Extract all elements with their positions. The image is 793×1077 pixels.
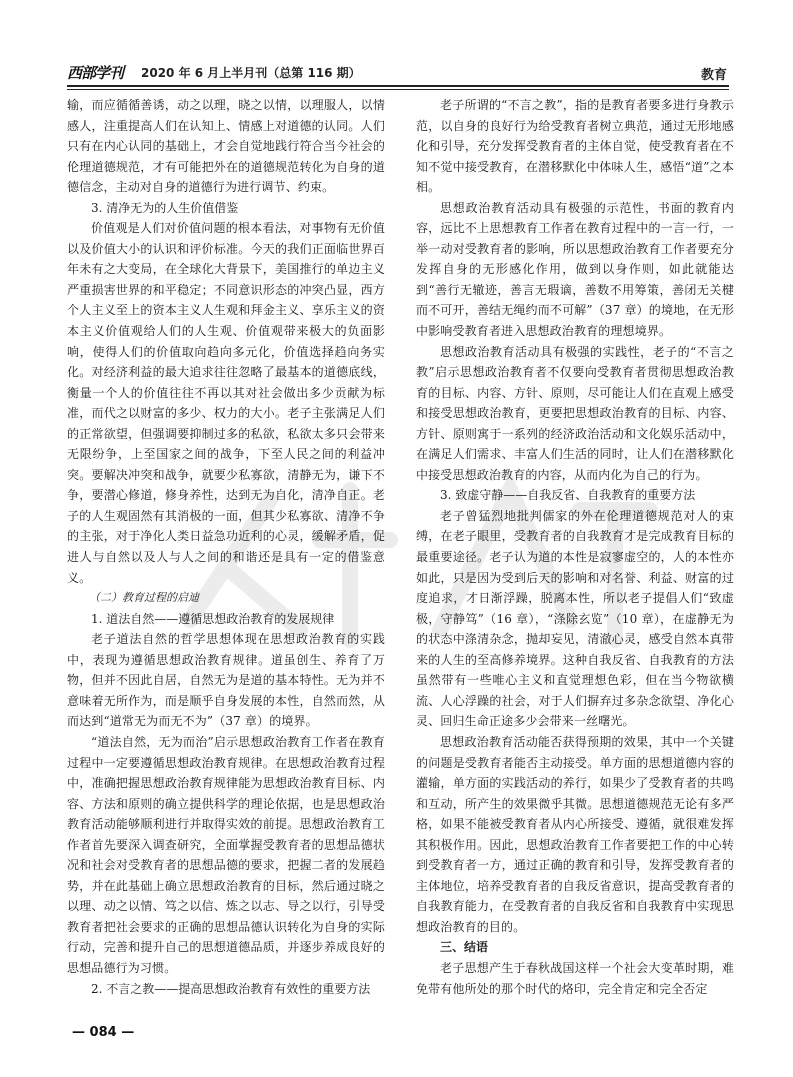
section-heading: 三、结语	[440, 940, 489, 955]
subheading: 3. 致虚守静——自我反省、自我教育的重要方法	[440, 488, 696, 503]
journal-logo: 西部学刊	[67, 64, 124, 82]
body-paragraph: 老子曾猛烈地批判儒家的外在伦理道德规范对人的束缚，在老子眼里，受教育者的自我教育才是完成教育目标的最重要途径。老子认为道的本性是寂寥虚空的，人的本性亦如此，只是因为受到后天的影响和对名誉、利益、财富的过度追求，才日渐浮躁，脱离本性，所以老子提倡人们“致虚极，守静笃”（16 章），“涤除玄览”（10 章），在虚静无为的状态中涤清杂念，抛却妄见，清澈心灵，感受自然本真带来的人生的至高修养境界。这种自我反省、自我教育的方法虽然带有一些唯心主义和直觉理想色彩，但在当今物欲横流、人心浮躁的社会，对于人们摒弃过多杂念欲望、净化心灵、回归生命正途多少会带来一丝曙光。	[416, 508, 734, 729]
page-header	[67, 60, 729, 84]
body-paragraph: 老子思想产生于春秋战国这样一个社会大变革时期，难免带有他所处的那个时代的烙印，完全肯定和完全否定	[416, 960, 734, 996]
body-paragraph: 老子所谓的“不言之教”，指的是教育者要多进行身教示范，以自身的良好行为给受教育者树立典范，通过无形地感化和引导，充分发挥受教育者的主体自觉，使受教育者在不知不觉中接受教育，在潜移默化中体味人生，感悟“道”之本相。	[416, 98, 734, 195]
subheading: 3. 清净无为的人生价值借鉴	[91, 200, 239, 215]
section-subheading: （二）教育过程的启迪	[89, 591, 199, 605]
body-paragraph: 输，而应循循善诱，动之以理，晓之以情，以理服人，以情感人，注重提高人们在认知上、情感上对道德的认同。人们只有在内心认同的基础上，才会自觉地践行符合当今社会的伦理道德规范，才有可能把外在的道德规范转化为自身的道德信念，主动对自身的道德行为进行调节、约束。	[67, 98, 385, 195]
right-column	[416, 95, 734, 999]
body-paragraph: 思想政治教育活动能否获得预期的效果，其中一个关键的问题是受教育者能否主动接受。单方面的思想道德内容的灌输，单方面的实践活动的养行，如果少了受教育者的共鸣和互动，所产生的效果微乎其微。思想道德规范无论有多严格，如果不能被受教育者从内心所接受、遵循，就很难发挥其积极作用。因此，思想政治教育工作者要把工作的中心转到受教育者一方，通过正确的教育和引导，发挥受教育者的主体地位，培养受教育者的自我反省意识，提高受教育者的自我教育能力，在受教育者的自我反省和自我教育中实现思想政治教育的目的。	[416, 734, 734, 934]
body-paragraph: 思想政治教育活动具有极强的示范性，书面的教育内容，远比不上思想教育工作者在教育过程中的一言一行，一举一动对受教育者的影响，所以思想政治教育工作者要充分发挥自身的无形感化作用，做到以身作则，如此就能达到“善行无辙迹，善言无瑕谪，善数不用筹策，善闭无关楗而不可开，善结无绳约而不可解”（37 章）的境地，在无形中影响受教育者进入思想政治教育的理想境界。	[416, 200, 734, 339]
page-number: — 084 —	[72, 1025, 135, 1040]
header-rule-thin	[67, 89, 729, 90]
subheading: 2. 不言之教——提高思想政治教育有效性的重要方法	[91, 981, 371, 996]
subheading: 1. 道法自然——遵循思想政治教育的发展规律	[91, 611, 335, 626]
header-rule	[67, 85, 729, 87]
issue-info: 2020 年 6 月上半月刊（总第 116 期）	[141, 66, 361, 80]
body-paragraph: 价值观是人们对价值问题的根本看法，对事物有无价值以及价值大小的认识和评价标准。今天的我们正面临世界百年未有之大变局，在全球化大背景下，美国推行的单边主义严重损害世界的和平稳定；不同意识形态的冲突凸显，西方个人主义至上的资本主义人生观和拜金主义、享乐主义的资本主义价值观给人们的人生观、价值观带来极大的负面影响，使得人们的价值取向趋向多元化，价值选择趋向务实化。对经济利益的最大追求往往忽略了最基本的道德底线，衡量一个人的价值往往不再以其对社会做出多少贡献为标准，而代之以财富的多少、权力的大小。老子主张满足人们的正常欲望，但强调要抑制过多的私欲，私欲太多只会带来无限纷争，上至国家之间的战争，下至人民之间的利益冲突。要解决冲突和战争，就要少私寡欲，清静无为，谦下不争，要潜心修道，修身养性，达到无为自化，清净自正。老子的人生观固然有其消极的一面，但其少私寡欲、清净不争的主张，对于净化人类日益急功近利的心灵，缓解矛盾，促进人与自然以及人与人之间的和谐还是具有一定的借鉴意义。	[67, 221, 385, 585]
left-column	[67, 95, 385, 999]
body-paragraph: 老子道法自然的哲学思想体现在思想政治教育的实践中，表现为遵循思想政治教育规律。道虽创生、养育了万物，但并不因此自居，自然无为是道的基本特性。无为并不意味着无所作为，而是顺乎自身发展的本性，自然而然，从而达到“道常无为而无不为”（37 章）的境界。	[67, 632, 385, 729]
body-paragraph: 思想政治教育活动具有极强的实践性，老子的“不言之教”启示思想政治教育者不仅要向受教育者贯彻思想政治教育的目标、内容、方针、原则，尽可能让人们在直观上感受和接受思想政治教育，更要把思想政治教育的目标、内容、方针、原则寓于一系列的经济政治活动和文化娱乐活动中，在满足人们需求、丰富人们生活的同时，让人们在潜移默化中接受思想政治教育的内容，从而内化为自己的行为。	[416, 344, 734, 482]
body-paragraph: “道法自然，无为而治”启示思想政治教育工作者在教育过程中一定要遵循思想政治教育规律。在思想政治教育过程中，准确把握思想政治教育规律能为思想政治教育目标、内容、方法和原则的确立提供科学的理论依据，也是思想政治教育活动能够顺利进行并取得实效的前提。思想政治教育工作者首先要深入调查研究，全面掌握受教育者的思想品德状况和社会对受教育者的思想品德的要求，把握二者的发展趋势，并在此基础上确立思想政治教育的目标，然后通过晓之以理、动之以情、笃之以信、炼之以志、导之以行，引导受教育者把社会要求的正确的思想品德认识转化为自身的实际行动，完善和提升自己的思想道德品质，并逐步养成良好的思想品德行为习惯。	[67, 734, 385, 975]
section-label: 教育	[700, 68, 727, 83]
